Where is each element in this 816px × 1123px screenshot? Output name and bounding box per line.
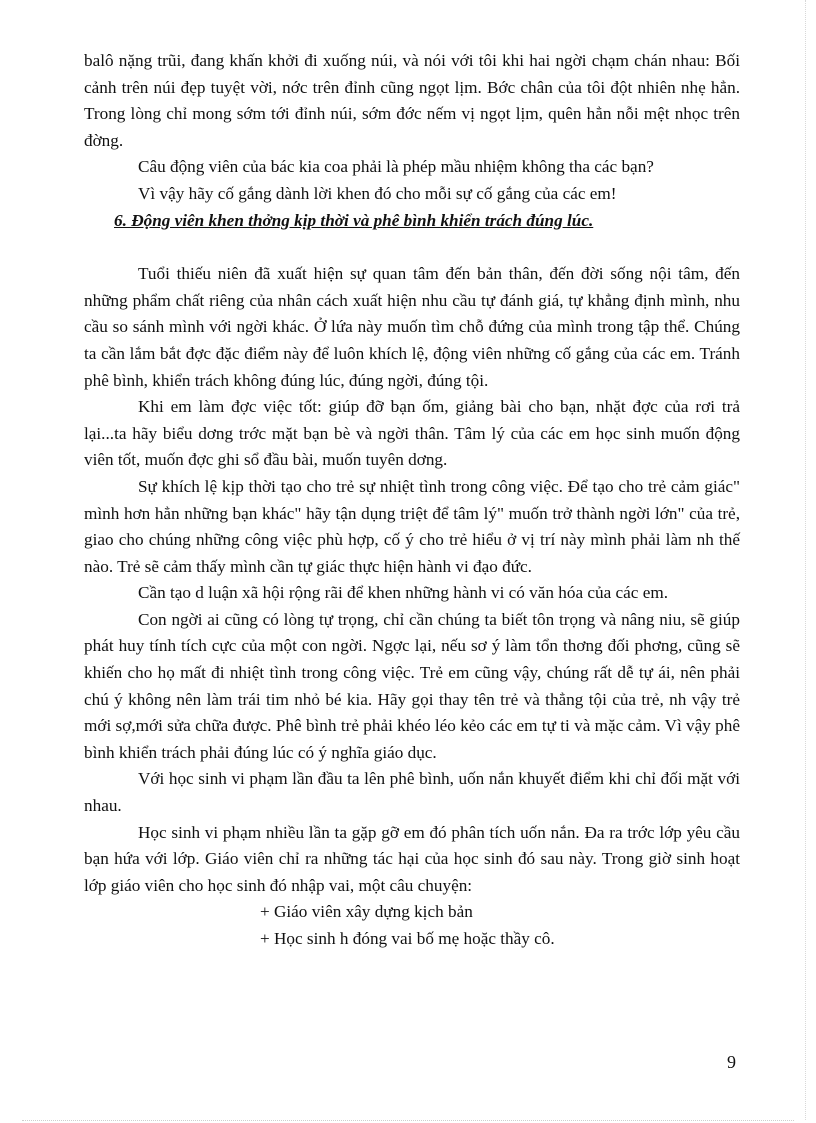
document-body: [84, 48, 740, 953]
bullet-item: + Giáo viên xây dựng kịch bản: [260, 902, 473, 922]
page-number: 9: [727, 1052, 736, 1072]
section-heading: 6. Động viên khen thởng kịp thời và phê bình khiển trách đúng lúc.: [114, 210, 594, 230]
paragraph-10: Học sinh vi phạm nhiều lần ta gặp gỡ em đó phân tích uốn nắn. Đa ra trớc lớp yêu cầu bạn hứa với lớp. Giáo viên chỉ ra những tác hại của học sinh đó sau này. Trong giờ sinh hoạt lớp giáo viên cho học sinh đó nhập vai, một câu chuyện:: [84, 822, 740, 895]
paragraph-2: Câu động viên của bác kia coa phải là phép mầu nhiệm không tha các bạn?: [138, 157, 654, 177]
spacer: [84, 234, 740, 261]
paragraph-7: Cần tạo d luận xã hội rộng rãi để khen những hành vi có văn hóa của các em.: [138, 583, 669, 603]
paragraph-9: Với học sinh vi phạm lần đầu ta lên phê bình, uốn nắn khuyết điểm khi chỉ đối mặt với nhau.: [84, 769, 740, 816]
paragraph-8: Con ngời ai cũng có lòng tự trọng, chỉ cần chúng ta biết tôn trọng và nâng niu, sẽ giúp phát huy tính tích cực của một con ngời. Ngợc lại, nếu sơ ý làm tổn thơng đối phơng, cũng sẽ khiến cho họ mất đi nhiệt tình trong công việc. Trẻ em cũng vậy, chúng rất dễ tự ái, nên phải chú ý không nên làm trái tim nhỏ bé kia. Hãy gọi thay tên trẻ và thẳng tội của trẻ, nh vậy trẻ mới sợ,mới sửa chữa được. Phê bình trẻ phải khéo léo kẻo các em tự ti và mặc cảm. Vì vậy phê bình khiển trách phải đúng lúc có ý nghĩa giáo dục.: [84, 609, 740, 762]
paragraph-3: Vì vậy hãy cố gắng dành lời khen đó cho mỗi sự cố gắng của các em!: [138, 183, 617, 203]
paragraph-4: Tuổi thiếu niên đã xuất hiện sự quan tâm đến bản thân, đến đời sống nội tâm, đến những phẩm chất riêng của nhân cách xuất hiện nhu cầu tự đánh giá, tự khẳng định mình, nhu cầu so sánh mình với ngời khác. Ở lứa này muốn tìm chỗ đứng của mình trong tập thể. Chúng ta cần lắm bắt đợc đặc điểm này để luôn khích lệ, động viên những cố gắng của các em. Tránh phê bình, khiển trách không đúng lúc, đúng ngời, đúng tội.: [84, 264, 740, 390]
page-bottom-border: [22, 1120, 794, 1121]
page-right-border: [805, 0, 806, 1120]
paragraph-1: balô nặng trũi, đang khấn khởi đi xuống núi, và nói với tôi khi hai ngời chạm chán nhau: Bối cảnh trên núi đẹp tuyệt vời, nớc trên đỉnh cũng ngọt lịm. Bớc chân của tôi đột nhiên nhẹ hẳn. Trong lòng chỉ mong sớm tới đỉnh núi, sớm đớc nếm vị ngọt lịm, quên hẳn nỗi mệt nhọc trên đờng.: [84, 51, 740, 150]
bullet-item: + Học sinh h đóng vai bố mẹ hoặc thầy cô.: [260, 929, 555, 948]
paragraph-6: Sự khích lệ kịp thời tạo cho trẻ sự nhiệt tình trong công việc. Để tạo cho trẻ cảm giác" mình hơn hẳn những bạn khác" hãy tận dụng triệt để tâm lý" muốn trở thành ngời lớn" của trẻ, giao cho chúng những công việc phù hợp, cố ý cho trẻ hiểu ở vị trí này mình phải làm nh thế nào. Trẻ sẽ cảm thấy mình cần tự giác thực hiện hành vi đạo đức.: [84, 476, 740, 576]
paragraph-5: Khi em làm đợc việc tốt: giúp đỡ bạn ốm, giảng bài cho bạn, nhặt đợc của rơi trả lại...ta hãy biểu dơng trớc mặt bạn bè và ngời thân. Tâm lý của các em học sinh muốn động viên tốt, muốn đợc ghi sổ đầu bài, muốn tuyên dơng.: [84, 397, 740, 470]
